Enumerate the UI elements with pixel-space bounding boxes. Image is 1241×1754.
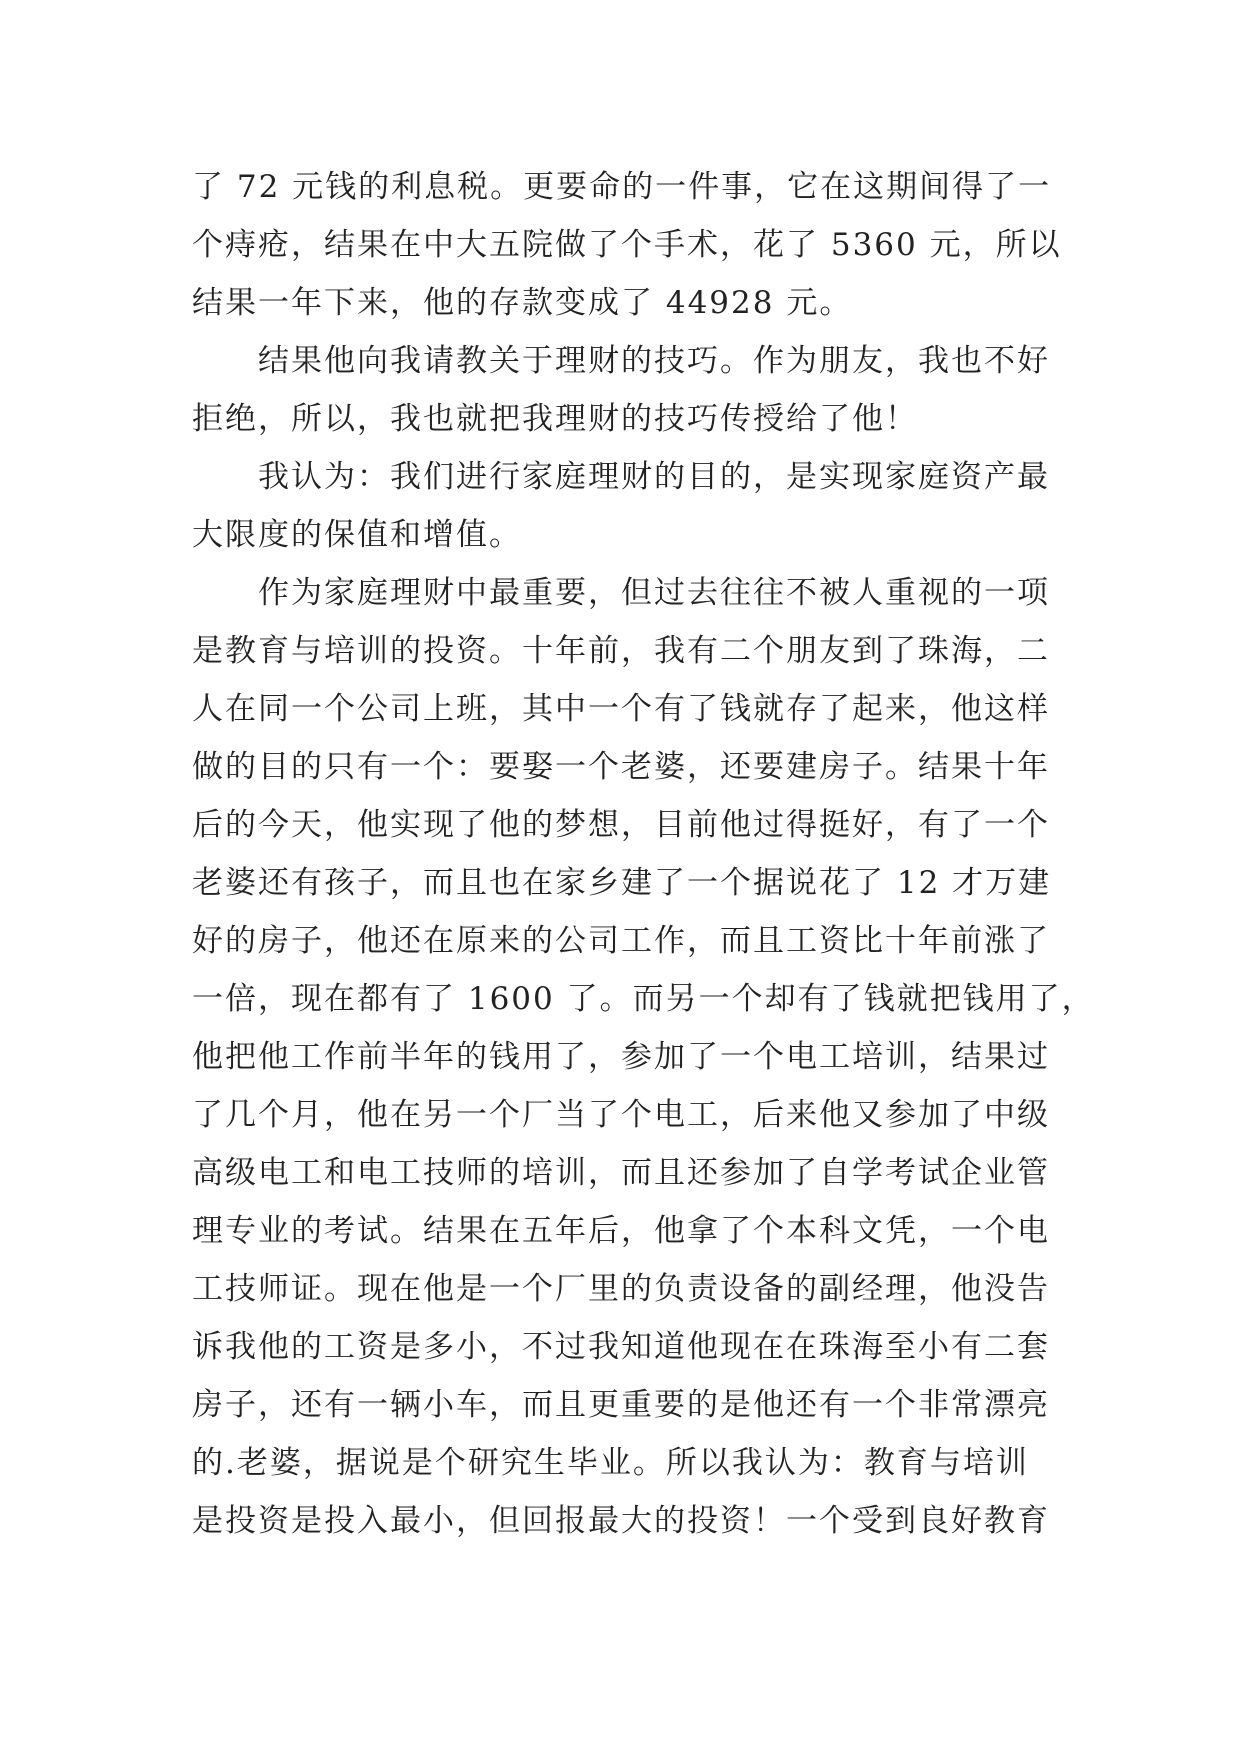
- text-line: 了几个月，他在另一个厂当了个电工，后来他又参加了中级: [192, 1097, 1050, 1133]
- text-line: 诉我他的工资是多小，不过我知道他现在在珠海至小有二套: [192, 1329, 1050, 1365]
- text-line: 人在同一个公司上班，其中一个有了钱就存了起来，他这样: [192, 691, 1050, 727]
- text-line: 老婆还有孩子，而且也在家乡建了一个据说花了 12 才万建: [192, 865, 1052, 901]
- text-line: 做的目的只有一个：要娶一个老婆，还要建房子。结果十年: [192, 749, 1050, 785]
- text-line: 是教育与培训的投资。十年前，我有二个朋友到了珠海，二: [192, 633, 1050, 669]
- text-line: 高级电工和电工技师的培训，而且还参加了自学考试企业管: [192, 1155, 1050, 1191]
- paragraph-first-line: 结果他向我请教关于理财的技巧。作为朋友，我也不好: [258, 343, 1050, 379]
- text-line: 拒绝，所以，我也就把我理财的技巧传授给了他！: [192, 401, 918, 437]
- text-line: 后的今天，他实现了他的梦想，目前他过得挺好，有了一个: [192, 807, 1050, 843]
- text-line: 他把他工作前半年的钱用了，参加了一个电工培训，结果过: [192, 1039, 1050, 1075]
- text-line: 个痔疮，结果在中大五院做了个手术，花了 5360 元，所以: [192, 227, 1062, 263]
- text-line: 结果一年下来，他的存款变成了 44928 元。: [192, 285, 853, 321]
- text-line: 的.老婆，据说是个研究生毕业。所以我认为：教育与培训: [192, 1445, 1029, 1481]
- body-text: [192, 158, 1095, 1550]
- text-line: 工技师证。现在他是一个厂里的负责设备的副经理，他没告: [192, 1271, 1050, 1307]
- text-line: 了 72 元钱的利息税。更要命的一件事，它在这期间得了一: [192, 169, 1052, 205]
- text-line: 好的房子，他还在原来的公司工作，而且工资比十年前涨了: [192, 923, 1050, 959]
- paragraph-first-line: 我认为：我们进行家庭理财的目的，是实现家庭资产最: [258, 459, 1050, 495]
- text-line: 是投资是投入最小，但回报最大的投资！一个受到良好教育: [192, 1503, 1050, 1539]
- paragraph-first-line: 作为家庭理财中最重要，但过去往往不被人重视的一项: [258, 575, 1050, 611]
- text-line: 大限度的保值和增值。: [192, 517, 522, 553]
- text-line: 理专业的考试。结果在五年后，他拿了个本科文凭，一个电: [192, 1213, 1050, 1249]
- text-line: 房子，还有一辆小车，而且更重要的是他还有一个非常漂亮: [192, 1387, 1050, 1423]
- text-line: 一倍，现在都有了 1600 了。而另一个却有了钱就把钱用了，: [192, 981, 1095, 1017]
